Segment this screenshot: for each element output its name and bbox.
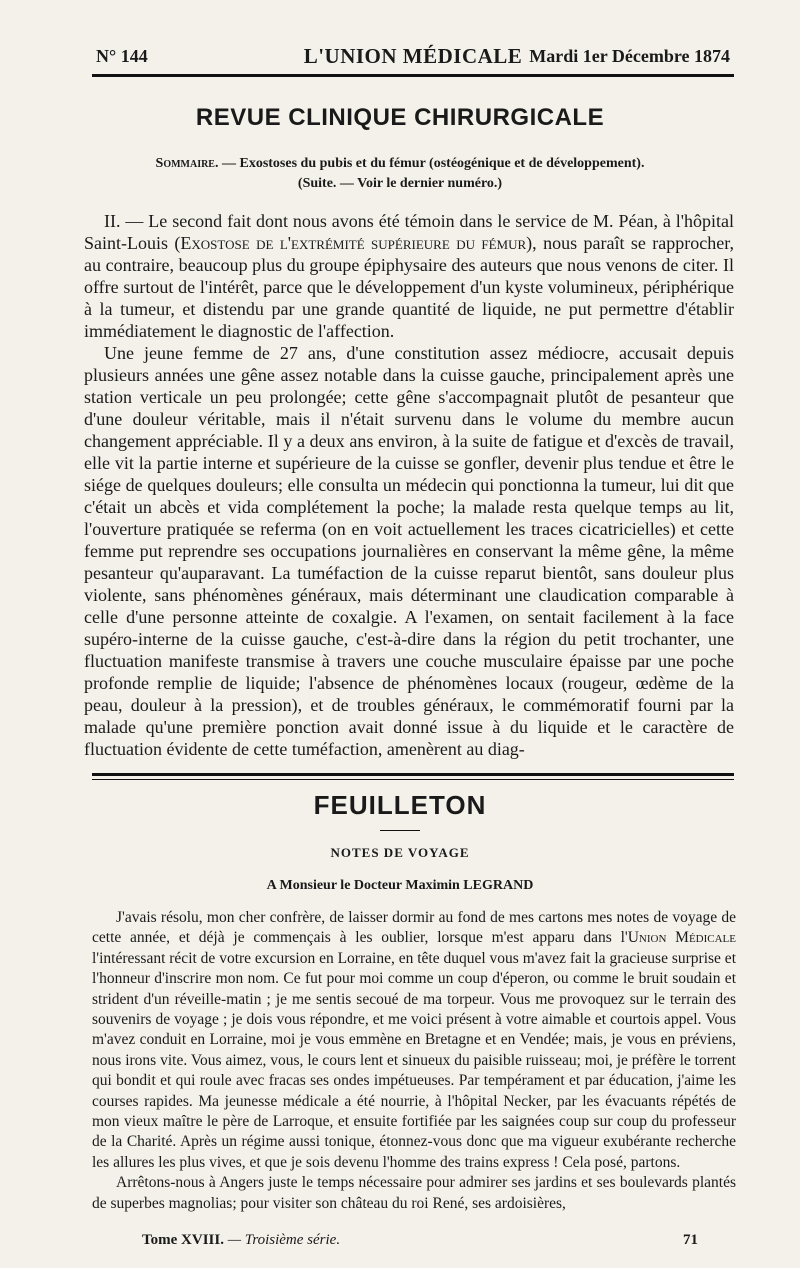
feuilleton-subtitle: NOTES DE VOYAGE [330, 845, 470, 860]
summary-label: Sommaire. [155, 156, 219, 171]
header-rule [92, 74, 734, 77]
short-divider [380, 830, 420, 831]
feuilleton-body [92, 908, 736, 1214]
feuilleton-title: FEUILLETON [313, 790, 487, 820]
article-body [84, 210, 734, 760]
article-paragraph-2: Une jeune femme de 27 ans, d'une constitution assez médiocre, accusait depuis plusieurs années une gêne assez notable dans la cuisse gauche, principalement après une station verticale un peu prolongée; cette gêne s'accompagnait plutôt de pesanteur que d'une douleur véritable, mais il n'était survenu dans le volume du membre aucun changement appréciable. Il y a deux ans environ, à la suite de fatigue et d'excès de travail, elle vit la partie interne et supérieure de la cuisse se gonfler, devenir plus tendue et être le siége de quelques douleurs; elle consulta un médecin qui ponctionna la tumeur, lui dit que c'était un abcès et vida complétement la poche; la malade resta quelque temps au lit, l'ouverture pratiquée se referma (on en voit actuellement les traces cicatricielles) et cette femme put reprendre ses occupations journalières en conservant la même gêne, la même pesanteur qu'auparavant. La tuméfaction de la cuisse reparut bientôt, sans douleur plus violente, sans phénomènes généraux, mais déterminant une claudication comparable à celle d'une personne atteinte de coxalgie. A l'examen, on sentait facilement à la face supéro-interne de la cuisse gauche, c'est-à-dire dans la région du petit trochanter, une fluctuation manifeste transmise à travers une couche musculaire épaisse par une poche profonde remplie de liquide; l'absence de phénomènes locaux (rougeur, œdème de la peau, douleur à la pression), et de troubles généraux, le commémoratif fourni par la malade qu'une première ponction avait donné issue à du liquide et le caractère de fluctuation évidente de cette tuméfaction, amenèrent au diag- [84, 343, 734, 759]
feuilleton-rule-thick [92, 773, 734, 776]
section-summary [0, 154, 800, 194]
continuation-note: (Suite. — Voir le dernier numéro.) [297, 176, 503, 191]
volume-label: Tome XVIII. [142, 1232, 224, 1248]
running-head [96, 42, 730, 72]
summary-text: — Exostoses du pubis et du fémur (ostéogénique et de développement). [221, 156, 645, 171]
feuilleton-paragraph-1: J'avais résolu, mon cher confrère, de laisser dormir au fond de mes cartons mes notes de voyage de cette année, et déjà je commençais à les oublier, lorsque m'est apparu dans l'Union Médicale l'intéressant récit de votre excursion en Lorraine, en tête duquel vous m'avez fait la gracieuse surprise et l'honneur d'inscrire mon nom. Ce fut pour moi comme un coup d'éperon, ou comme le bruit soudain et strident d'un réveille-matin ; je me sentis secoué de ma torpeur. Vous me provoquez sur le terrain des souvenirs de voyage ; je dois vous répondre, et me voici présent à votre aimable et courtois appel. Vous m'avez conduit en Lorraine, moi je vous emmène en Bretagne et en Vendée; mais, je vous en préviens, nous irons vite. Vous aimez, vous, le cours lent et sinueux du paisible ruisseau; moi, je préfère le torrent qui bondit et qui roule avec fracas ses ondes impétueuses. Par tempérament et par éducation, j'aime les courses rapides. Ma jeunesse médicale a été nourrie, à l'hôpital Necker, par les évacuants répétés de mon vieux maître le père de Larroque, et ensuite fortifiée par les saignées coup sur coup du professeur de la Charité. Après un régime aussi tonique, étonnez-vous donc que ma vigueur exubérante recherche les allures les plus vives, et que je sois devenu l'homme des trains express ! Cela posé, partons. [92, 909, 736, 1171]
journal-mention: Union Médicale [627, 929, 736, 947]
section-title: REVUE CLINIQUE CHIRURGICALE [195, 104, 605, 131]
issue-date: Mardi 1er Décembre 1874 [529, 46, 730, 66]
volume-info [142, 1232, 340, 1249]
page-number: 71 [683, 1232, 698, 1248]
dedication: A Monsieur le Docteur Maximin LEGRAND [266, 878, 534, 893]
case-title: Exostose de l'extrémité supérieure du fémur [180, 233, 527, 253]
feuilleton-rule-thin [92, 779, 734, 780]
journal-title: L'UNION MÉDICALE [303, 44, 523, 68]
series-label: — Troisième série. [227, 1232, 341, 1248]
feuilleton-paragraph-2: Arrêtons-nous à Angers juste le temps nécessaire pour admirer ses jardins et ses boulevards plantés de superbes magnolias; pour visiter son château du roi René, ses ardoisières, [92, 1174, 736, 1212]
issue-number: N° 144 [96, 46, 148, 66]
article-paragraph-1: II. — Le second fait dont nous avons été témoin dans le service de M. Péan, à l'hôpital Saint-Louis (Exostose de l'extrémité supérieure du fémur), nous paraît se rapprocher, au contraire, beaucoup plus du groupe épiphysaire des auteurs que nous venons de citer. Il offre surtout de l'intérêt, parce que le développement d'un kyste volumineux, périphérique à la tumeur, et distendu par une grande quantité de liquide, ne put permettre d'établir immédiatement le diagnostic de l'affection. [84, 211, 734, 341]
